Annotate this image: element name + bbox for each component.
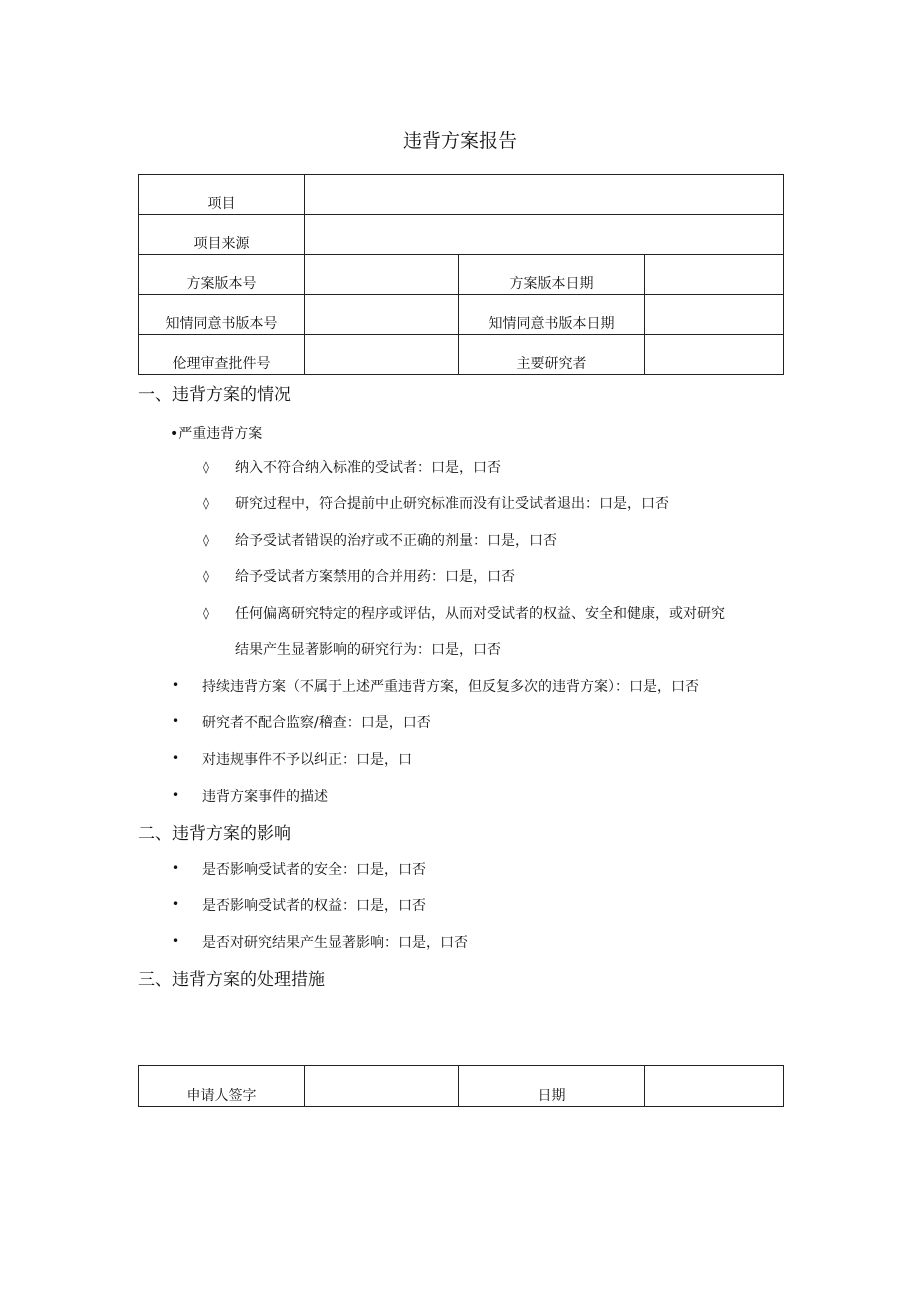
section1-heading: 一、违背方案的情况 xyxy=(138,385,291,405)
signature-table xyxy=(138,1065,784,1107)
table-row xyxy=(139,215,784,255)
project-value-cell[interactable] xyxy=(305,175,784,215)
table-row xyxy=(139,295,784,335)
diamond-icon: ◊ xyxy=(203,569,209,583)
project-label: 项目 xyxy=(139,175,305,215)
serious-violation-label: •严重违背方案 xyxy=(170,426,263,442)
diamond-icon: ◊ xyxy=(203,533,209,547)
project-source-label: 项目来源 xyxy=(139,215,305,255)
list-item-continuation: 结果产生显著影响的研究行为：口是，口否 xyxy=(235,642,501,658)
bullet-icon: • xyxy=(172,714,180,728)
table-row xyxy=(139,255,784,295)
protocol-date-label: 方案版本日期 xyxy=(459,255,645,295)
list-item: 持续违背方案（不属于上述严重违背方案，但反复多次的违背方案）：口是，口否 xyxy=(202,679,699,695)
list-item: 是否影响受试者的安全：口是，口否 xyxy=(202,862,426,878)
list-item: 是否影响受试者的权益：口是，口否 xyxy=(202,898,426,914)
section2-heading: 二、违背方案的影响 xyxy=(138,824,291,844)
protocol-version-value-cell[interactable] xyxy=(305,255,459,295)
pi-label: 主要研究者 xyxy=(459,335,645,375)
diamond-icon: ◊ xyxy=(203,606,209,620)
date-value-cell[interactable] xyxy=(645,1066,784,1107)
ethics-no-label: 伦理审查批件号 xyxy=(139,335,305,375)
applicant-sign-label: 申请人签字 xyxy=(139,1066,305,1107)
list-item: 给予受试者错误的治疗或不正确的剂量：口是，口否 xyxy=(235,533,557,549)
applicant-sign-value-cell[interactable] xyxy=(305,1066,459,1107)
project-info-table xyxy=(138,174,784,375)
list-item: 给予受试者方案禁用的合并用药：口是，口否 xyxy=(235,569,515,585)
table-row xyxy=(139,175,784,215)
icf-version-value-cell[interactable] xyxy=(305,295,459,335)
list-item: 研究过程中，符合提前中止研究标准而没有让受试者退出：口是，口否 xyxy=(235,496,669,512)
icf-version-label: 知情同意书版本号 xyxy=(139,295,305,335)
list-item: 违背方案事件的描述 xyxy=(202,789,328,805)
page-title: 违背方案报告 xyxy=(402,130,517,152)
table-row xyxy=(139,1066,784,1107)
protocol-date-value-cell[interactable] xyxy=(645,255,784,295)
diamond-icon: ◊ xyxy=(203,496,209,510)
icf-date-label: 知情同意书版本日期 xyxy=(459,295,645,335)
protocol-version-label: 方案版本号 xyxy=(139,255,305,295)
bullet-icon: • xyxy=(172,934,180,948)
bullet-icon: • xyxy=(172,678,180,692)
date-label: 日期 xyxy=(459,1066,645,1107)
bullet-icon: • xyxy=(172,861,180,875)
bullet-icon: • xyxy=(172,751,180,765)
list-item: 纳入不符合纳入标准的受试者：口是，口否 xyxy=(235,460,501,476)
list-item: 对违规事件不予以纠正：口是，口 xyxy=(202,752,412,768)
diamond-icon: ◊ xyxy=(203,460,209,474)
list-item: 研究者不配合监察/稽查：口是，口否 xyxy=(202,715,431,731)
list-item: 任何偏离研究特定的程序或评估，从而对受试者的权益、安全和健康，或对研究 xyxy=(235,606,725,622)
section3-heading: 三、违背方案的处理措施 xyxy=(138,970,325,990)
ethics-no-value-cell[interactable] xyxy=(305,335,459,375)
icf-date-value-cell[interactable] xyxy=(645,295,784,335)
table-row xyxy=(139,335,784,375)
list-item: 是否对研究结果产生显著影响：口是，口否 xyxy=(202,935,468,951)
bullet-icon: • xyxy=(172,897,180,911)
bullet-icon: • xyxy=(172,788,180,802)
pi-value-cell[interactable] xyxy=(645,335,784,375)
project-source-value-cell[interactable] xyxy=(305,215,784,255)
